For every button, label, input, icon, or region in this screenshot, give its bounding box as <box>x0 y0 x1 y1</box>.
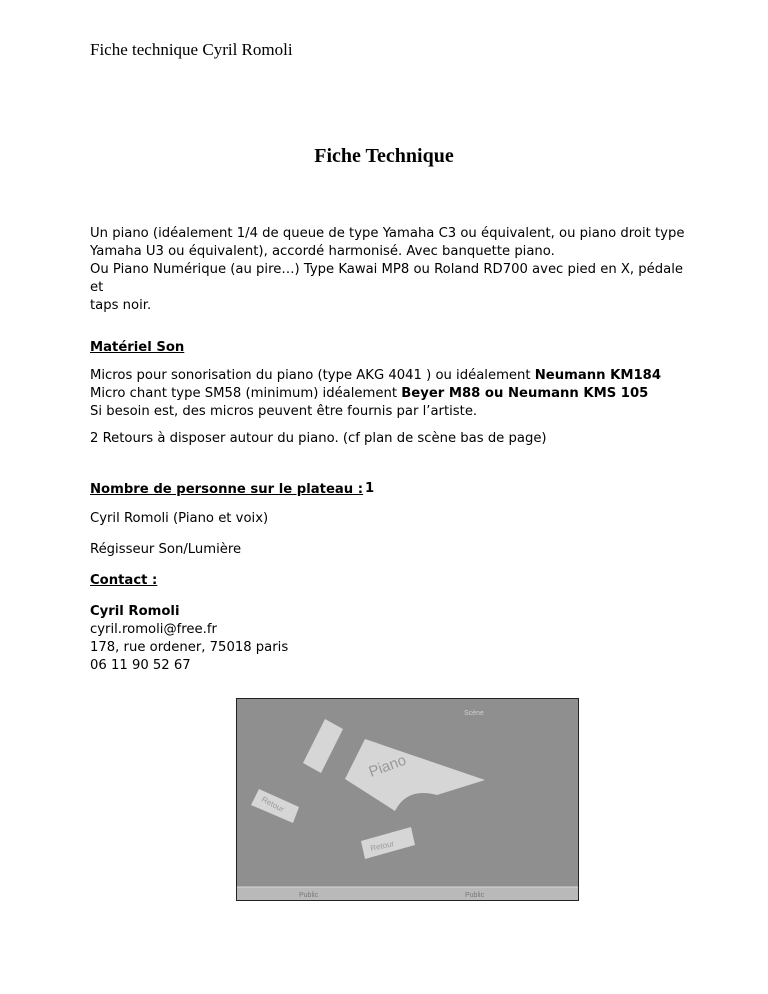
intro-line: Yamaha U3 ou équivalent), accordé harmonisé. Avec banquette piano. <box>90 244 555 259</box>
son-line-model: Neumann KM184 <box>534 368 661 383</box>
retour-right-label: Retour <box>369 839 395 853</box>
page-header: Fiche technique Cyril Romoli <box>90 40 293 59</box>
intro-line: Un piano (idéalement 1/4 de queue de type Yamaha C3 ou équivalent, ou piano droit type <box>90 226 685 241</box>
scene-label: Scène <box>464 710 484 717</box>
public-left-label: Public <box>299 892 319 899</box>
contact-name: Cyril Romoli <box>90 604 180 619</box>
piano-requirements <box>90 225 690 315</box>
stage-plan <box>236 698 579 901</box>
intro-line: taps noir. <box>90 298 152 313</box>
son-line-text: Micro chant type SM58 (minimum) idéalement <box>90 386 402 401</box>
retours-line: 2 Retours à disposer autour du piano. (cf plan de scène bas de page) <box>90 431 547 446</box>
section-heading-contact <box>90 572 690 590</box>
section-heading-son <box>90 339 690 357</box>
retour-left-label: Retour <box>260 794 286 815</box>
plateau-label: Nombre de personne sur le plateau : <box>90 482 364 497</box>
contact-email: cyril.romoli@free.fr <box>90 622 217 637</box>
section-heading-son-label: Matériel Son <box>90 340 185 355</box>
son-line-model: Beyer M88 ou Neumann KMS 105 <box>401 386 649 401</box>
contact-phone: 06 11 90 52 67 <box>90 658 191 673</box>
piano-bench-shape <box>303 719 343 773</box>
piano-shape <box>345 739 485 811</box>
plateau-heading <box>90 481 690 499</box>
son-line-text: Micros pour sonorisation du piano (type AKG 4041 ) ou idéalement <box>90 368 535 383</box>
intro-line: Ou Piano Numérique (au pire…) Type Kawai MP8 ou Roland RD700 avec pied en X, pédale et <box>90 262 684 295</box>
son-line <box>90 385 690 403</box>
document-title: Fiche Technique <box>314 145 454 167</box>
contact-details <box>90 603 690 675</box>
artiste-line: Cyril Romoli (Piano et voix) <box>90 511 269 526</box>
son-line <box>90 367 690 385</box>
contact-address: 178, rue ordener, 75018 paris <box>90 640 289 655</box>
public-strip <box>237 887 579 901</box>
contact-heading-label: Contact : <box>90 573 158 588</box>
public-right-label: Public <box>465 892 485 899</box>
plateau-count: 1 <box>365 481 375 496</box>
piano-label: Piano <box>366 751 409 781</box>
son-line: Si besoin est, des micros peuvent être fournis par l’artiste. <box>90 404 478 419</box>
son-requirements <box>90 367 690 421</box>
stage-plan-drawing <box>237 699 579 901</box>
regie-line: Régisseur Son/Lumière <box>90 542 242 557</box>
